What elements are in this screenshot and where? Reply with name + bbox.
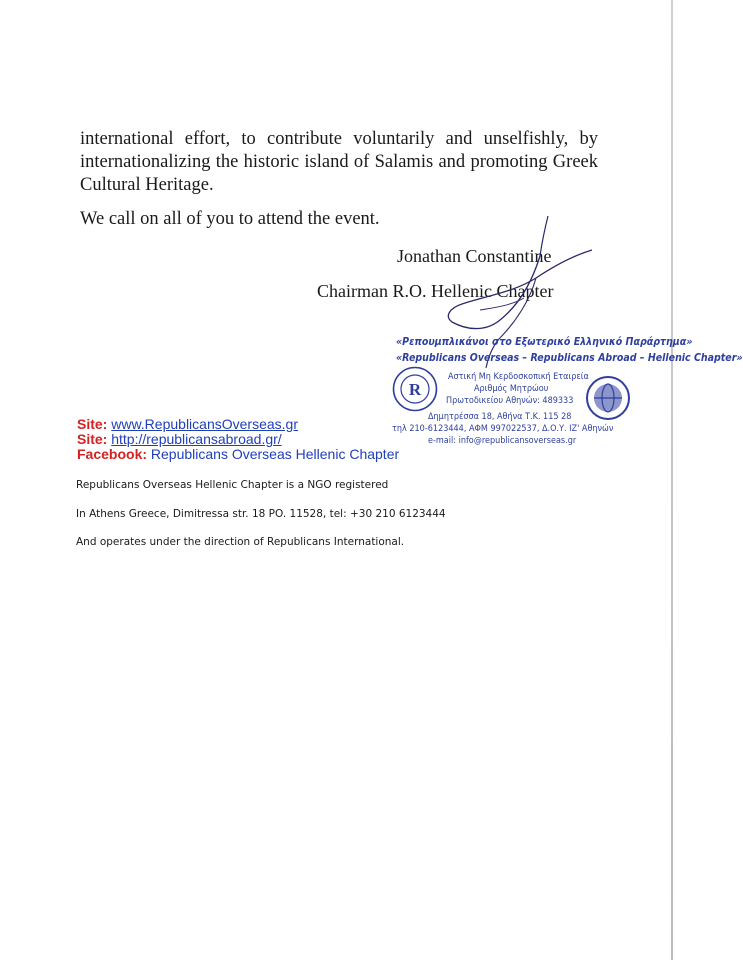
letter-paragraph: international effort, to contribute voluntarily and unselfishly, by internationalizing the historic island of Salamis and promoting Greek Cultural Heritage. xyxy=(80,129,598,195)
site-label-2: Site: xyxy=(77,431,108,447)
stamp-greek-name: «Ρεπουμπλικάνοι στο Εξωτερικό Ελληνικό Παράρτημα» xyxy=(396,335,693,348)
ngo-direction-line: And operates under the direction of Republicans International. xyxy=(76,536,405,548)
site-row-2 xyxy=(77,432,399,447)
globe-emblem-icon xyxy=(584,374,632,422)
ngo-registration-line: Republicans Overseas Hellenic Chapter is a NGO registered xyxy=(76,479,389,491)
facebook-row xyxy=(77,447,399,462)
signatory-name: Jonathan Constantine xyxy=(397,246,552,266)
stamp-tax-info: τηλ 210-6123444, ΑΦΜ 997022537, Δ.Ο.Υ. ΙΖ' Αθηνών xyxy=(392,424,614,434)
stamp-company-type: Αστική Μη Κερδοσκοπική Εταιρεία xyxy=(448,372,589,382)
site-label-1: Site: xyxy=(77,416,108,432)
stamp-email: e-mail: info@republicansoverseas.gr xyxy=(428,436,577,446)
site-link-2[interactable]: http://republicansabroad.gr/ xyxy=(111,431,282,447)
stamp-registry-label: Αριθμός Μητρώου xyxy=(474,384,549,394)
contact-links xyxy=(77,417,399,462)
page-edge-shadow xyxy=(671,0,673,960)
site-link-1[interactable]: www.RepublicansOverseas.gr xyxy=(111,416,298,432)
stamp-english-name: «Republicans Overseas – Republicans Abroad – Hellenic Chapter» xyxy=(396,351,743,364)
site-row-1 xyxy=(77,417,399,432)
stamp-address: Δημητρέσσα 18, Αθήνα Τ.Κ. 115 28 xyxy=(428,412,572,422)
svg-text:R: R xyxy=(408,380,422,399)
call-to-attend: We call on all of you to attend the event. xyxy=(80,209,380,229)
facebook-page-name: Republicans Overseas Hellenic Chapter xyxy=(150,446,400,462)
republicans-seal-icon xyxy=(392,366,438,412)
stamp-registry-number: Πρωτοδικείου Αθηνών: 489333 xyxy=(446,396,574,406)
organization-stamp xyxy=(390,330,743,450)
ngo-address-line: In Athens Greece, Dimitressa str. 18 PO. 11528, tel: +30 210 6123444 xyxy=(76,508,446,520)
facebook-label: Facebook: xyxy=(77,446,148,462)
signatory-title: Chairman R.O. Hellenic Chapter xyxy=(317,281,554,301)
